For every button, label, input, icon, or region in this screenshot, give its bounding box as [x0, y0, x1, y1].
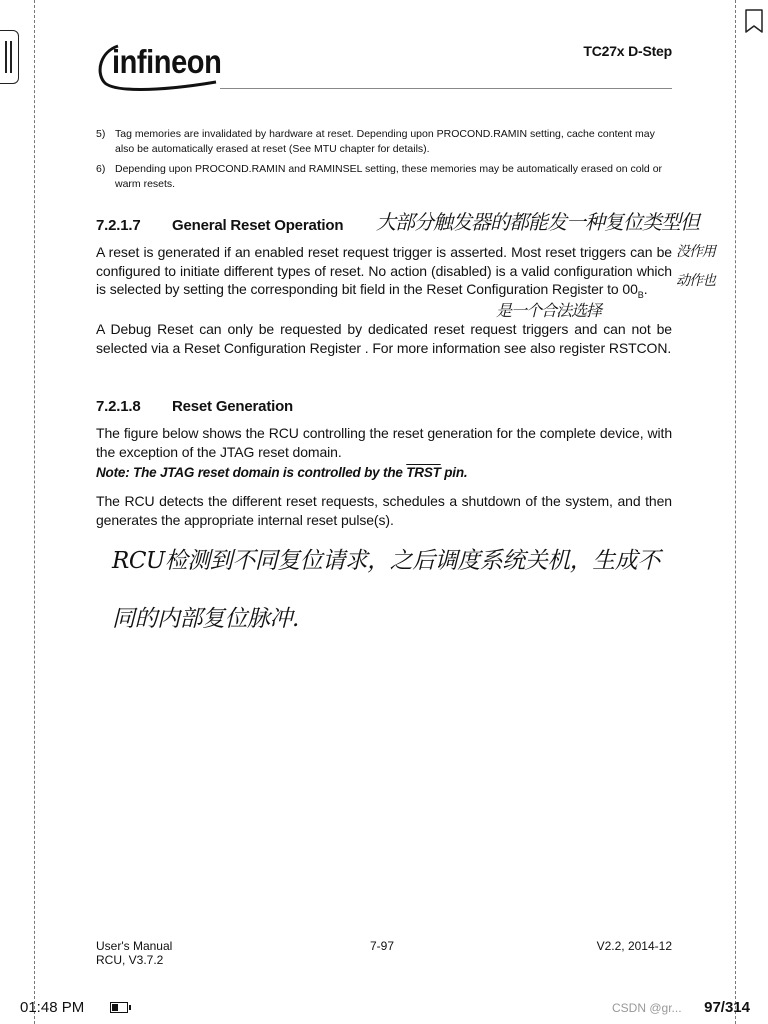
- csdn-watermark: CSDN @gr...: [612, 1001, 682, 1015]
- section-number: 7.2.1.7: [96, 217, 141, 234]
- paragraph-reset-trigger: [96, 243, 672, 304]
- handwritten-note-3: 动作也: [676, 273, 715, 289]
- paragraph-rcu-detects: The RCU detects the different reset requests, schedules a shutdown of the system, and then generates the appropriate internal reset pulse(s).: [96, 493, 672, 528]
- footnote-text: Depending upon PROCOND.RAMIN and RAMINSEL setting, these memories may be automatically erased on cold or warm resets.: [115, 163, 663, 190]
- page-edge-left: [34, 0, 35, 1024]
- handwritten-note-1: 大部分触发器的都能发一种复位类型但: [376, 210, 699, 234]
- handwritten-note-6: 同的内部复位脉冲.: [112, 606, 299, 632]
- battery-icon: [110, 1002, 128, 1013]
- note-prefix: Note: The JTAG reset domain is controlled by the: [96, 465, 407, 480]
- footer-manual: User's Manual: [96, 939, 173, 953]
- section-number: 7.2.1.8: [96, 398, 141, 415]
- footer-page-number: 7-97: [370, 939, 395, 953]
- paragraph-debug-reset: A Debug Reset can only be requested by dedicated reset request triggers and can not be selected via a Reset Configuration Register . For more information see also register RSTCON.: [96, 321, 672, 356]
- handwritten-note-2: 没作用: [676, 244, 715, 260]
- section-heading-7-2-1-7: [96, 217, 343, 234]
- trst-signal: TRST: [406, 465, 441, 480]
- footer-version: V2.2, 2014-12: [596, 939, 672, 953]
- handwritten-note-4: 是一个合法选择: [496, 301, 602, 320]
- menu-line-icon: [5, 41, 7, 73]
- note-suffix: pin.: [440, 465, 468, 480]
- menu-line-icon: [10, 41, 12, 73]
- handwritten-note-5: RCU检测到不同复位请求，之后调度系统关机，生成不: [112, 548, 660, 574]
- footnote-5: [96, 127, 674, 157]
- paragraph-text: A reset is generated if an enabled reset request trigger is asserted. Most reset triggers can be configured to initiate different types of reset. No action (disabled) is a valid configuration which is selected by setting the corresponding bit field in the Reset Configuration Register to 00: [96, 244, 672, 297]
- paragraph-figure-intro: The figure below shows the RCU controlling the reset generation for the complete device, with the exception of the JTAG reset domain.: [96, 425, 672, 460]
- footnote-number: 5): [96, 128, 106, 140]
- side-menu-tab[interactable]: [0, 30, 19, 84]
- subscript-b: B: [637, 289, 644, 300]
- page-edge-right: [735, 0, 736, 1024]
- note-jtag: [96, 465, 467, 480]
- section-title: General Reset Operation: [172, 217, 344, 234]
- status-bar: [0, 996, 768, 1024]
- footnote-number: 6): [96, 163, 106, 175]
- document-title: TC27x D-Step: [583, 43, 672, 59]
- page-counter[interactable]: 97/314: [704, 999, 750, 1016]
- section-title: Reset Generation: [172, 398, 294, 415]
- section-heading-7-2-1-8: [96, 398, 293, 415]
- clock-time: 01:48 PM: [20, 999, 85, 1016]
- bookmark-icon[interactable]: [744, 8, 764, 34]
- header-divider: [220, 88, 672, 89]
- footer-manual-info: [96, 939, 172, 967]
- footnote-6: [96, 162, 674, 192]
- footnote-text: Tag memories are invalidated by hardware at reset. Depending upon PROCOND.RAMIN setting, cache content may also be automatically erased at reset (See MTU chapter for details).: [115, 128, 655, 155]
- footer-module: RCU, V3.7.2: [96, 953, 164, 967]
- infineon-logo-text: infineon: [112, 43, 222, 80]
- paragraph-end: .: [643, 281, 648, 297]
